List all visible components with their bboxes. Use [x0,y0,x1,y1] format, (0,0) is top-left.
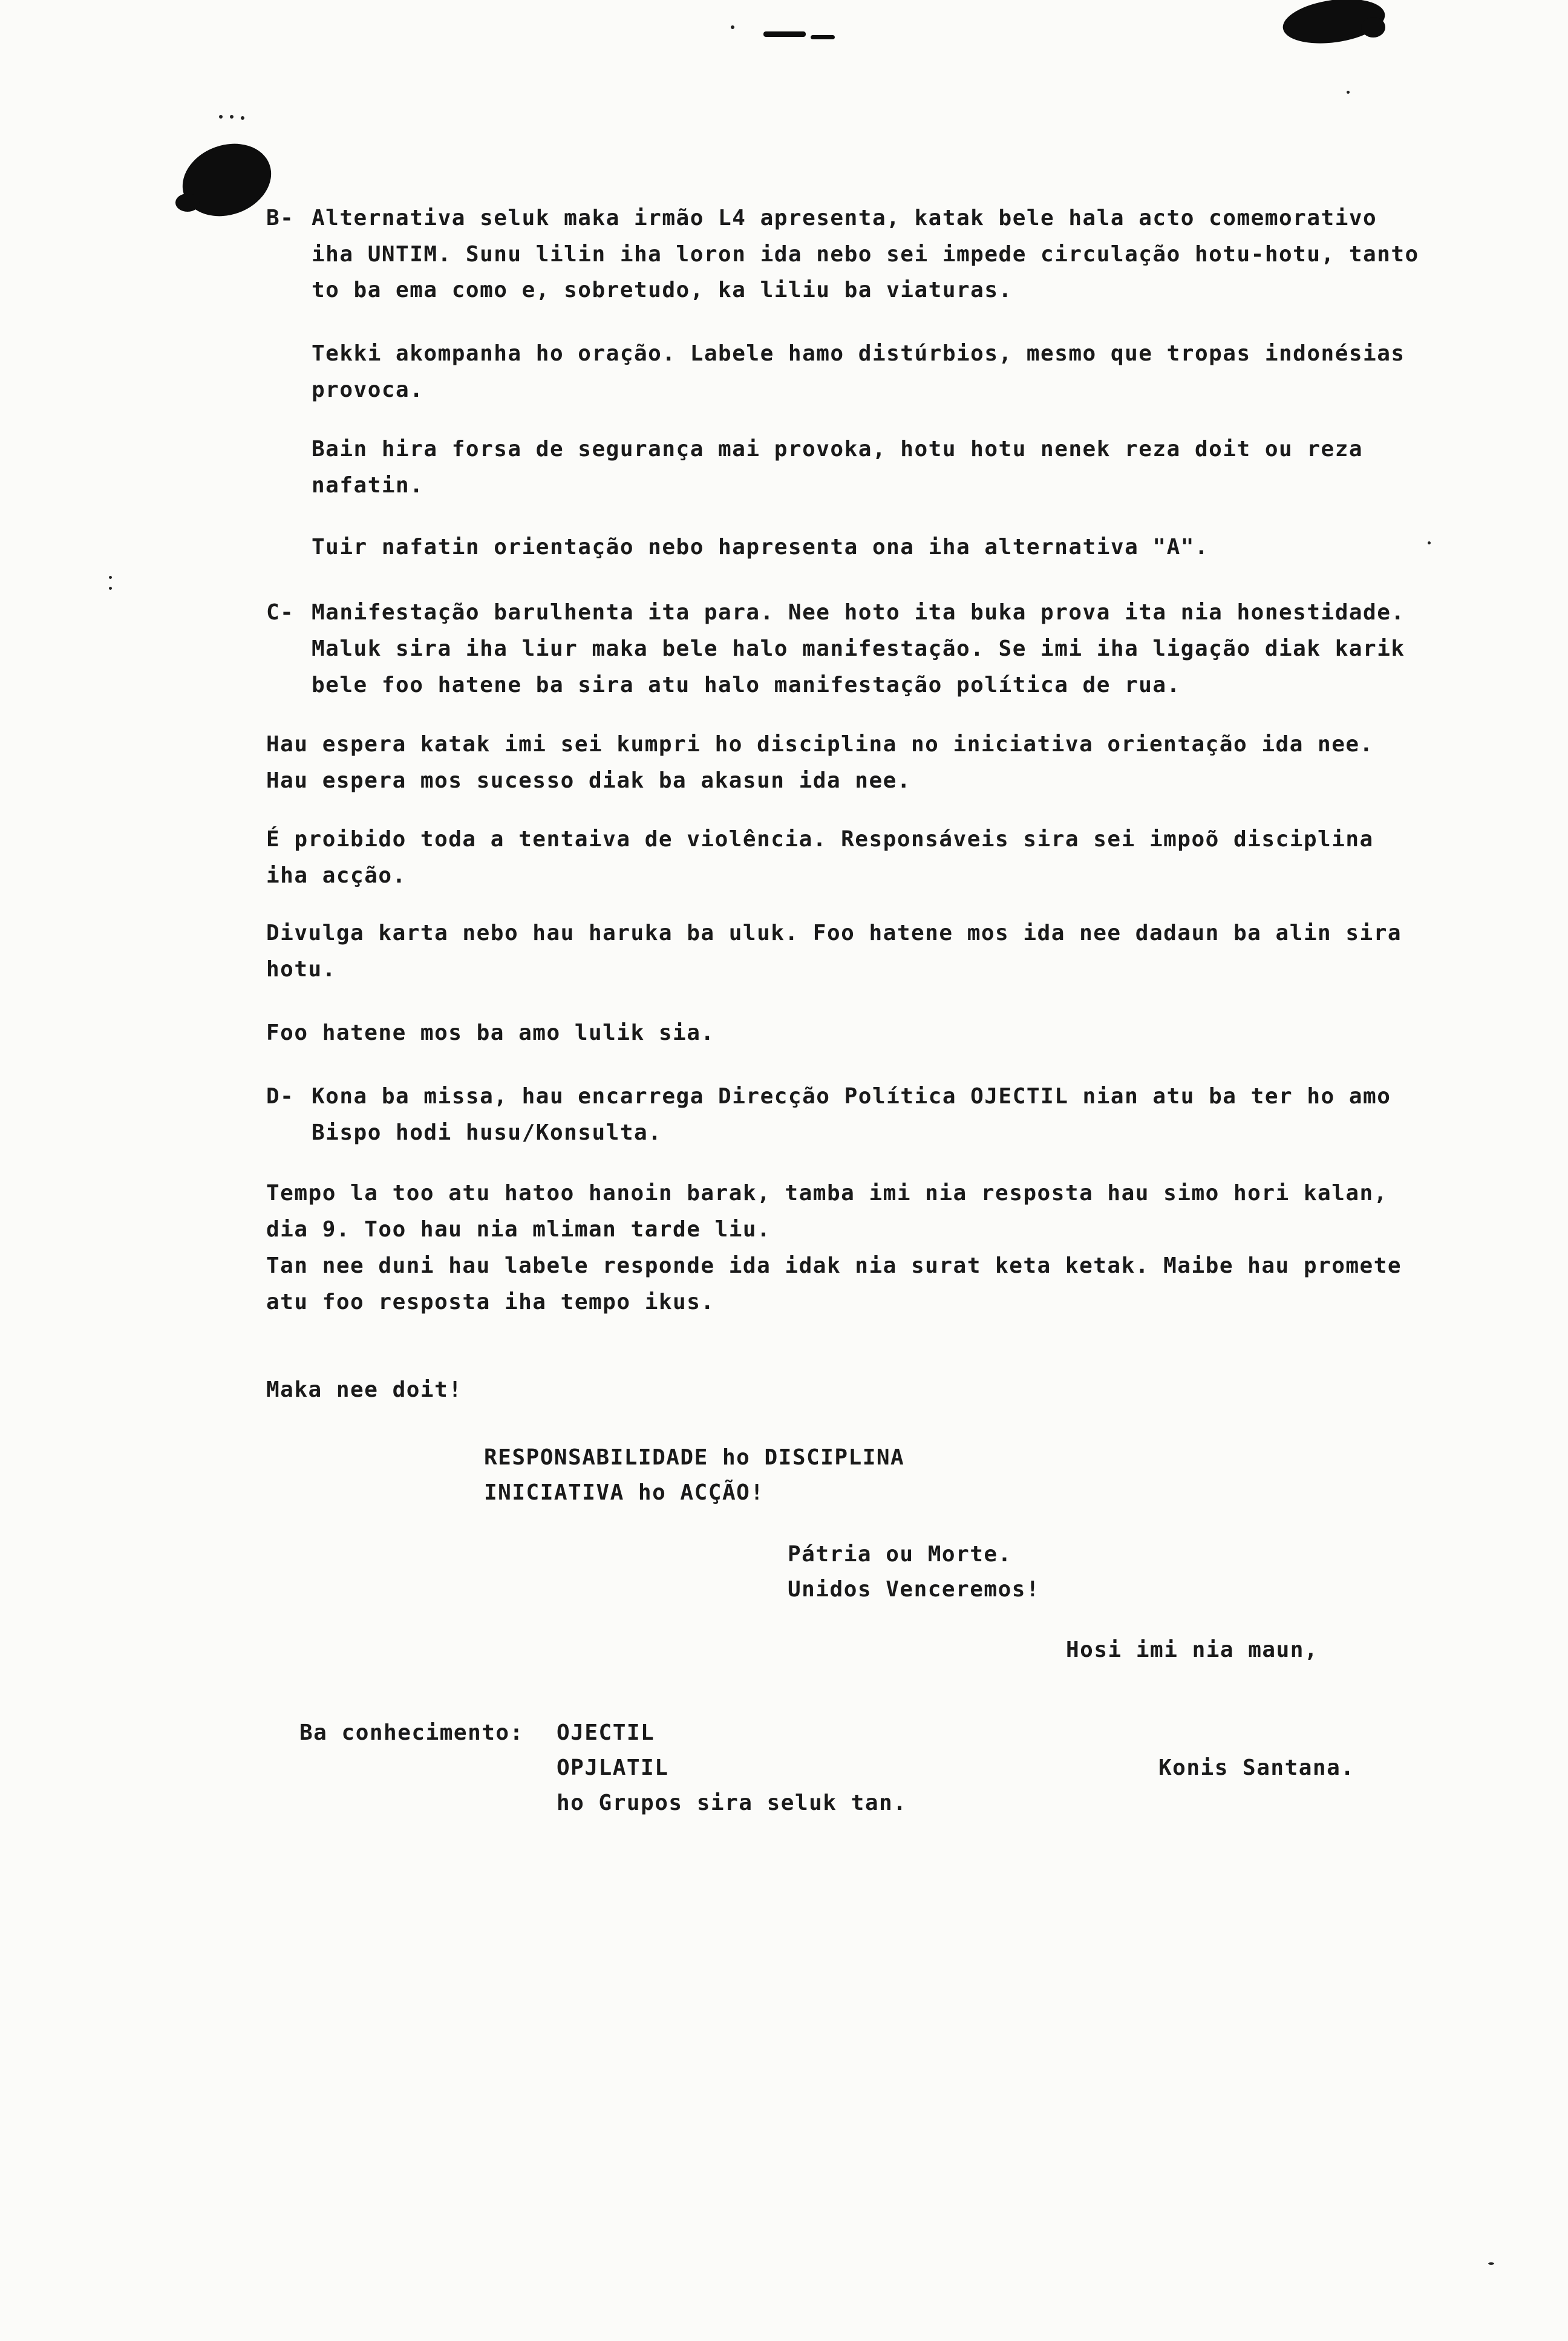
para-tempo-line-4: atu foo resposta iha tempo ikus. [266,1290,715,1314]
para-tekki-line-1: Tekki akompanha ho oração. Labele hamo distúrbios, mesmo que tropas indonésias [312,341,1405,366]
conhecimento-recipient-3: ho Grupos sira seluk tan. [557,1791,907,1815]
paragraph-d-label: D- [266,1084,295,1109]
para-bain-line-2: nafatin. [312,473,424,498]
ink-blot-left-tail [175,194,200,212]
para-divulga-line-1: Divulga karta nebo hau haruka ba uluk. Foo hatene mos ida nee dadaun ba alin sira [266,921,1402,945]
para-hau-espera-line-1: Hau espera katak imi sei kumpri ho disciplina no iniciativa orientação ida nee. [266,732,1374,757]
speck-6 [109,587,112,590]
slogan-line-2: INICIATIVA ho ACÇÃO! [484,1480,765,1505]
para-proibido-line-2: iha acção. [266,863,407,888]
speck-4 [731,25,734,29]
ink-blot-left [172,132,281,228]
speck-7 [1347,91,1350,94]
ink-blot-top-right-tail [1361,17,1385,38]
para-tempo-line-3: Tan nee duni hau labele responde ida idak nia surat keta ketak. Maibe hau promete [266,1253,1402,1278]
signature: Konis Santana. [1158,1755,1355,1780]
speck-2 [230,115,234,119]
speck-3 [241,116,244,120]
speck-1 [219,115,223,119]
para-foo-hatene: Foo hatene mos ba amo lulik sia. [266,1020,715,1045]
paragraph-b-label: B- [266,206,295,230]
paragraph-c-line-3: bele foo hatene ba sira atu halo manifestação política de rua. [312,673,1181,697]
speck-9 [1488,2262,1494,2265]
ink-mark-top-center-2 [811,35,835,39]
para-tempo-line-2: dia 9. Too hau nia mliman tarde liu. [266,1217,771,1242]
paragraph-b-line-2: iha UNTIM. Sunu lilin iha loron ida nebo sei impede circulação hotu-hotu, tanto [312,242,1419,267]
para-hau-espera-line-2: Hau espera mos sucesso diak ba akasun ida nee. [266,768,911,793]
para-proibido-line-1: É proibido toda a tentaiva de violência. Responsáveis sira sei impoõ disciplina [266,827,1374,852]
paragraph-d-line-1: Kona ba missa, hau encarrega Direcção Política OJECTIL nian atu ba ter ho amo [312,1084,1391,1109]
speck-5 [109,576,112,579]
motto-line-2: Unidos Venceremos! [788,1577,1040,1602]
paragraph-c-label: C- [266,600,295,625]
paragraph-d-line-2: Bispo hodi husu/Konsulta. [312,1120,662,1145]
conhecimento-recipient-2: OPJLATIL [557,1755,669,1780]
para-tekki-line-2: provoca. [312,377,424,402]
ink-mark-top-center [763,31,806,37]
para-tuir: Tuir nafatin orientação nebo hapresenta ona iha alternativa "A". [312,535,1209,560]
motto-line-1: Pátria ou Morte. [788,1542,1012,1567]
para-bain-line-1: Bain hira forsa de segurança mai provoka, hotu hotu nenek reza doit ou reza [312,437,1364,462]
closing: Maka nee doit! [266,1377,463,1402]
para-tempo-line-1: Tempo la too atu hatoo hanoin barak, tamba imi nia resposta hau simo hori kalan, [266,1181,1388,1206]
conhecimento-recipient-1: OJECTIL [557,1720,655,1745]
paragraph-b-line-1: Alternativa seluk maka irmão L4 apresenta, katak bele hala acto comemorativo [312,206,1377,230]
speck-8 [1428,541,1431,544]
farewell: Hosi imi nia maun, [1066,1637,1319,1662]
para-divulga-line-2: hotu. [266,957,336,982]
paragraph-c-line-2: Maluk sira iha liur maka bele halo manifestação. Se imi iha ligação diak karik [312,636,1405,661]
slogan-line-1: RESPONSABILIDADE ho DISCIPLINA [484,1445,905,1470]
paragraph-b-line-3: to ba ema como e, sobretudo, ka liliu ba viaturas. [312,278,1013,302]
paragraph-c-line-1: Manifestação barulhenta ita para. Nee hoto ita buka prova ita nia honestidade. [312,600,1405,625]
conhecimento-label: Ba conhecimento: [299,1720,524,1745]
